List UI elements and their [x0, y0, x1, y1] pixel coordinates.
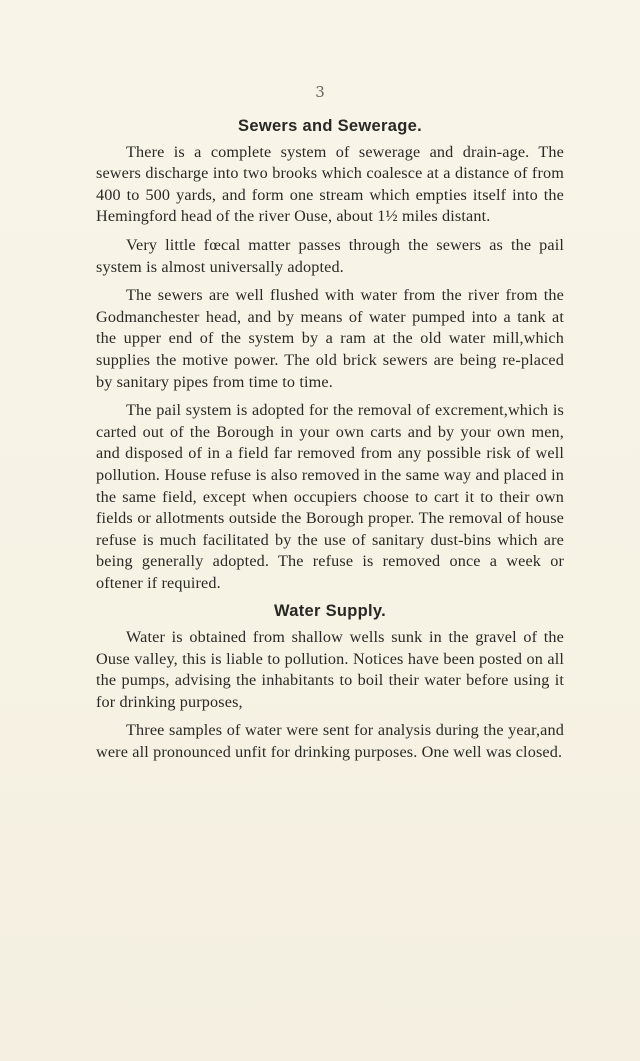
section-heading-sewers: Sewers and Sewerage. — [238, 117, 422, 135]
paragraph: Water is obtained from shallow wells sunk in the gravel of the Ouse valley, this is liable to pollution. Notices have been posted on all the pumps, advising the inhabitants to boil their water before using it for drinking purposes, — [96, 628, 564, 711]
paragraph: There is a complete system of sewerage and drain-age. The sewers discharge into two brooks which coalesce at a distance of from 400 to 500 yards, and form one stream which empties itself into the Hemingford head of the river Ouse, about 1½ miles distant. — [96, 142, 564, 226]
section-sewers — [96, 116, 564, 594]
paragraph: Very little fœcal matter passes through the sewers as the pail system is almost universally adopted. — [96, 235, 564, 276]
section-water-supply — [96, 601, 564, 763]
paragraph: The sewers are well flushed with water from the river from the Godmanchester head, and by means of water pumped into a tank at the upper end of the system by a ram at the old water mill,which supplies the motive power. The old brick sewers are being re-placed by sanitary pipes from time to time. — [96, 286, 564, 391]
page-number: 3 — [315, 83, 325, 101]
section-heading-water-supply: Water Supply. — [273, 602, 387, 621]
page-content — [96, 116, 564, 771]
paragraph: The pail system is adopted for the removal of excrement,which is carted out of the Borough in your own carts and by your own men, and disposed of in a field far removed from any possible risk of well pollution. House refuse is also removed in the same way and placed in the same field, except when occupiers choose to cart it to their own fields or allotments outside the Borough proper. The removal of house refuse is much facilitated by the use of sanitary dust-bins which are being generally adopted. The refuse is removed once a week or oftener if required. — [96, 401, 564, 592]
paragraph: Three samples of water were sent for analysis during the year,and were all pronounced unfit for drinking purposes. One well was closed. — [96, 721, 564, 762]
